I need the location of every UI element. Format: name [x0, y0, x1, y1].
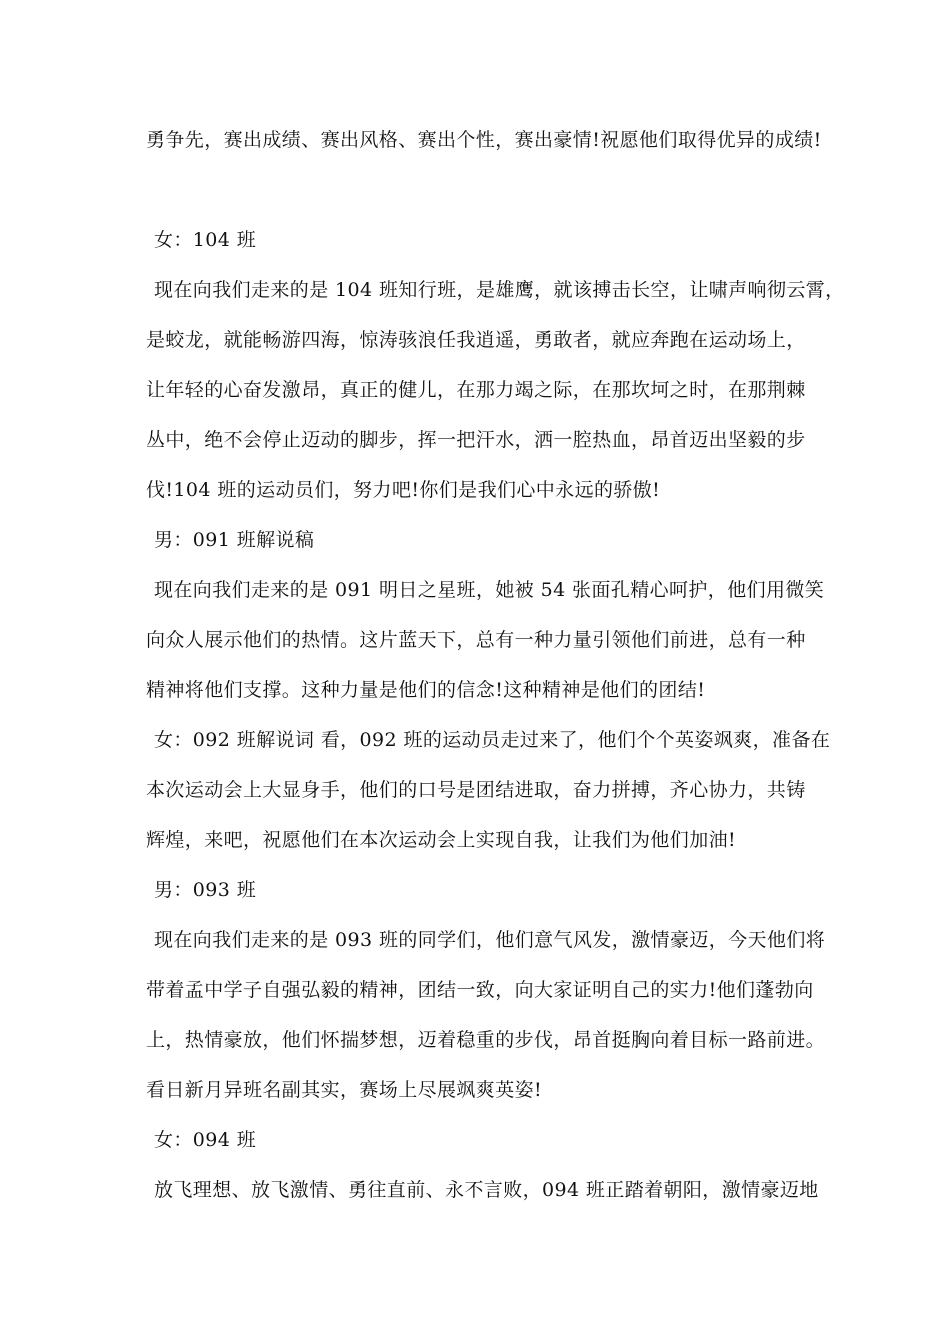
speaker-heading: 女：092 班解说词 看，092 班的运动员走过来了，他们个个英姿飒爽，准备在: [154, 729, 831, 751]
text-line: 放飞理想、放飞激情、勇往直前、永不言败，094 班正踏着朝阳，激情豪迈地: [154, 1179, 819, 1201]
text-line: 精神将他们支撑。这种力量是他们的信念!这种精神是他们的团结!: [146, 679, 706, 701]
text-line: 丛中，绝不会停止迈动的脚步，挥一把汗水，洒一腔热血，昂首迈出坚毅的步: [146, 429, 806, 451]
speaker-heading: 男：093 班: [154, 879, 257, 901]
text-line: 让年轻的心奋发激昂，真正的健儿，在那力竭之际，在那坎坷之时，在那荆棘: [146, 379, 806, 401]
text-line: 上，热情豪放，他们怀揣梦想，迈着稳重的步伐，昂首挺胸向着目标一路前进。: [146, 1029, 826, 1051]
text-line: 带着孟中学子自强弘毅的精神，团结一致，向大家证明自己的实力!他们蓬勃向: [146, 979, 814, 1001]
text-line: 现在向我们走来的是 104 班知行班，是雄鹰，就该搏击长空，让啸声响彻云霄，: [154, 279, 845, 301]
text-line: 向众人展示他们的热情。这片蓝天下，总有一种力量引领他们前进，总有一种: [146, 629, 806, 651]
speaker-heading: 女：104 班: [154, 229, 257, 251]
text-line: 本次运动会上大显身手，他们的口号是团结进取，奋力拼搏，齐心协力，共铸: [146, 779, 806, 801]
text-line: 伐!104 班的运动员们，努力吧!你们是我们心中永远的骄傲!: [146, 479, 661, 501]
speaker-heading: 女：094 班: [154, 1129, 257, 1151]
speaker-heading: 男：091 班解说稿: [154, 529, 315, 551]
text-line: 看日新月异班名副其实，赛场上尽展飒爽英姿!: [146, 1079, 543, 1101]
text-line: 辉煌，来吧，祝愿他们在本次运动会上实现自我，让我们为他们加油!: [146, 829, 737, 851]
text-line: 勇争先，赛出成绩、赛出风格、赛出个性，赛出豪情!祝愿他们取得优异的成绩!: [146, 129, 822, 151]
text-line: 现在向我们走来的是 093 班的同学们，他们意气风发，激情豪迈，今天他们将: [154, 929, 826, 951]
text-line: 是蛟龙，就能畅游四海，惊涛骇浪任我逍遥，勇敢者，就应奔跑在运动场上，: [146, 329, 806, 351]
text-line: 现在向我们走来的是 091 明日之星班，她被 54 张面孔精心呵护，他们用微笑: [154, 579, 825, 601]
